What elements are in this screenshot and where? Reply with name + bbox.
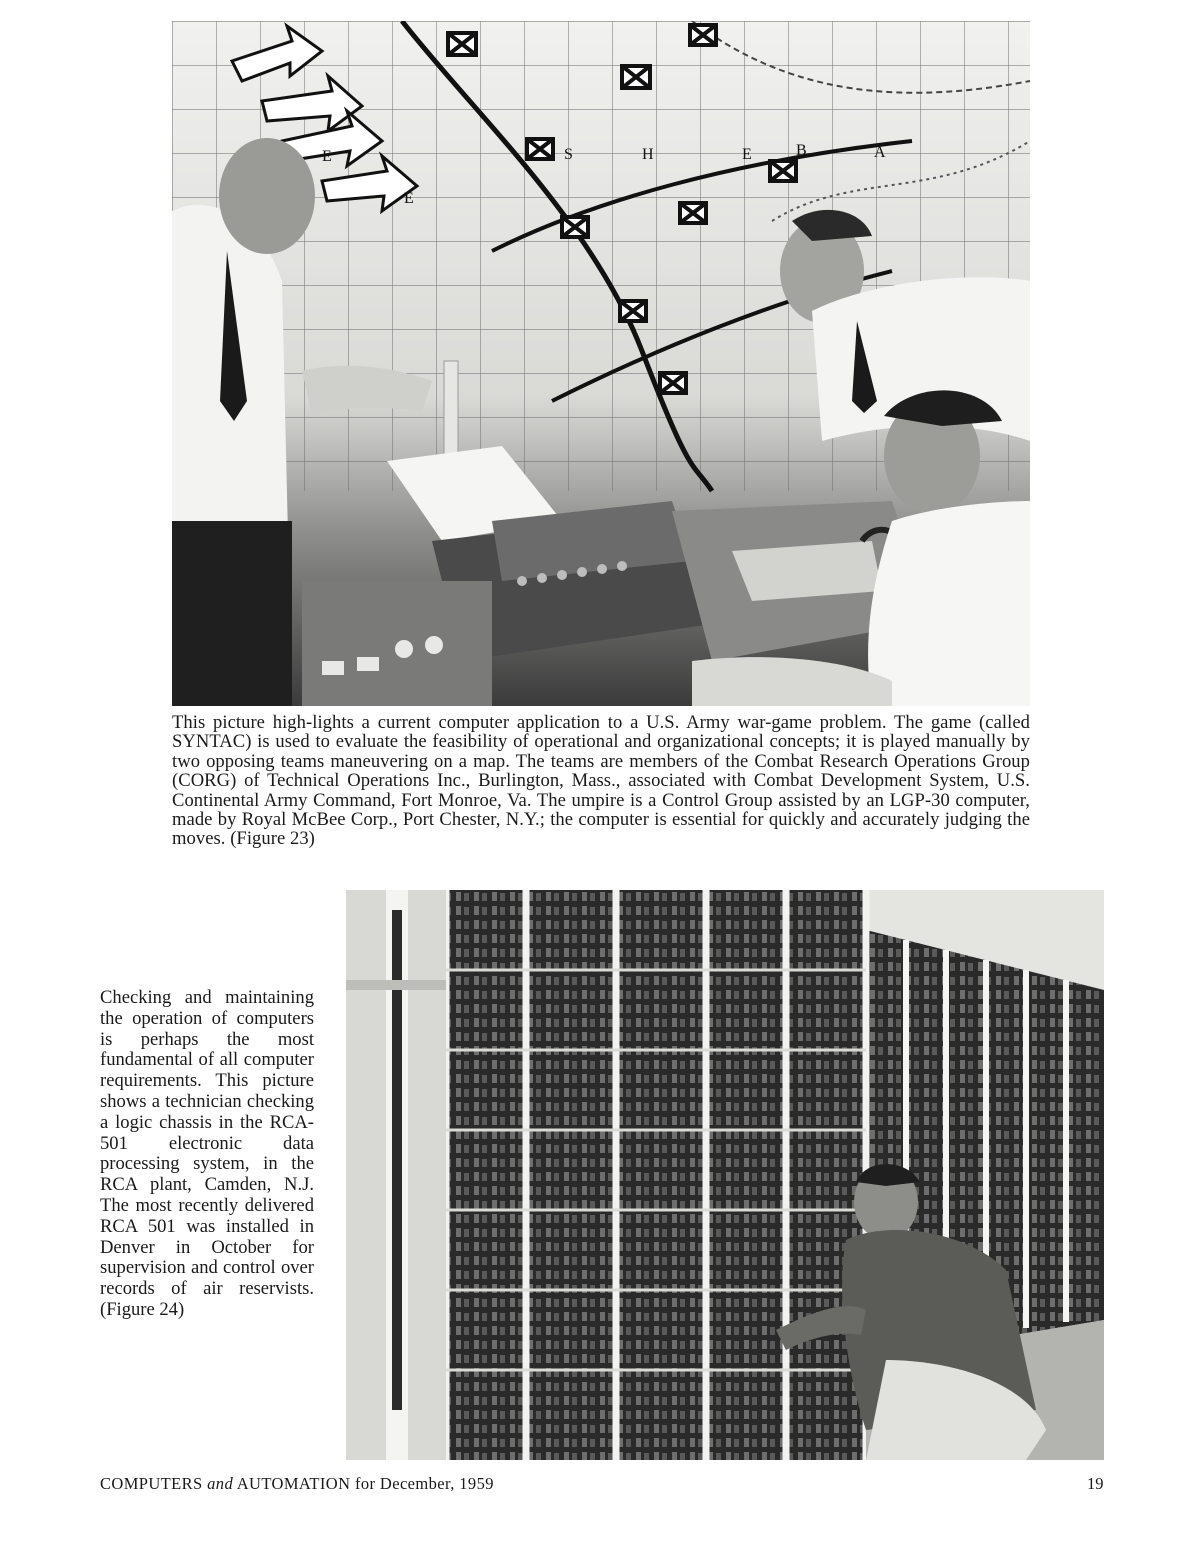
publication-title-part1: COMPUTERS [100,1474,208,1493]
map-letter: H [642,146,654,163]
page-number: 19 [1087,1474,1104,1493]
map-letter: E [404,190,414,207]
map-letter: E [742,146,752,163]
rca-501-racks-photo-illustration [346,890,1104,1460]
map-letter: B [796,142,807,159]
map-letter: E [322,148,332,165]
map-letter: S [564,146,573,163]
running-footer-title [100,1474,494,1494]
publication-title-and: and [207,1474,234,1493]
figure-23-caption: This picture high-lights a current computer application to a U.S. Army war-game problem. The game (called SYNTAC) is used to evaluate the feasibility of operational and organizational concepts; it is played manually by two opposing teams maneuvering on a map. The teams are members of the Combat Research Operations Group (CORG) of Technical Operations Inc., Burlington, Mass., associated with Combat Development System, U.S. Continental Army Command, Fort Monroe, Va. The umpire is a Control Group assisted by an LGP-30 computer, made by Royal McBee Corp., Port Chester, N.Y.; the computer is essential for quickly and accurately judging the moves. (Figure 23) [172,712,1030,850]
publication-title-part2: AUTOMATION for December, 1959 [233,1474,494,1493]
figure-24-photo [346,890,1104,1460]
war-game-photo-illustration [172,21,1030,706]
map-letter: A [874,144,886,161]
figure-23-photo [172,21,1030,706]
figure-24-caption: Checking and maintaining the operation of computers is perhaps the most fundamental of all computer requirements. This picture shows a technician checking a logic chassis in the RCA-501 electronic data processing system, in the RCA plant, Camden, N.J. The most recently delivered RCA 501 was installed in Denver in October for supervision and control over records of air reservists. (Figure 24) [100,987,314,1320]
